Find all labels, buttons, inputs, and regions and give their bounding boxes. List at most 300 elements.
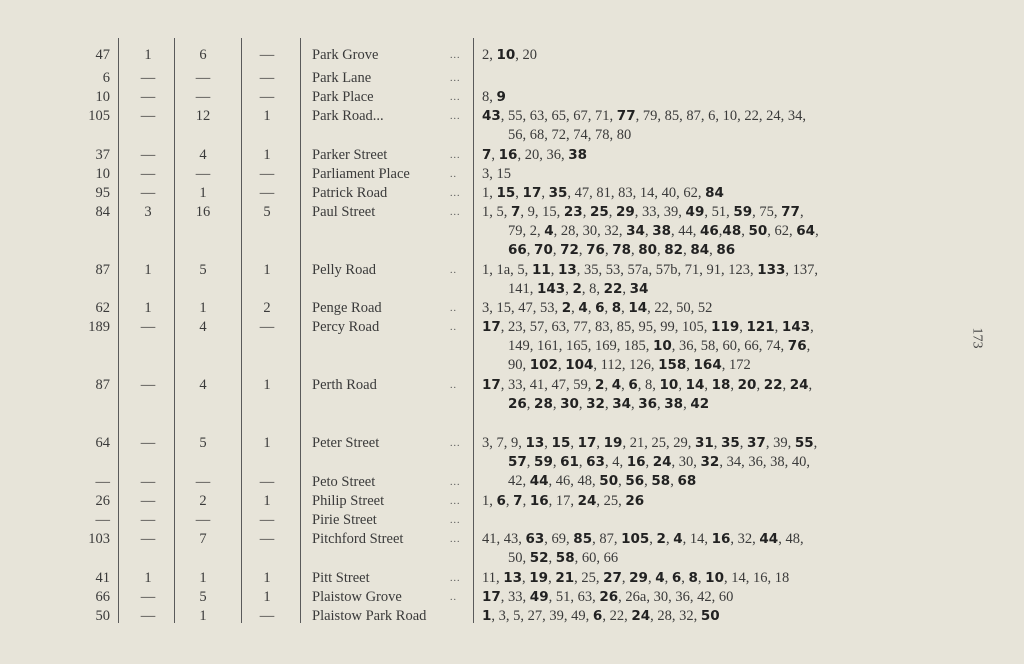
- bold-number: 26: [599, 589, 619, 605]
- street-name: Park Grove: [312, 47, 379, 63]
- count-col-4: —: [259, 70, 275, 86]
- bold-number: 17: [577, 435, 597, 451]
- number-text: 79, 2,: [508, 223, 545, 239]
- count-col-3: 7: [199, 531, 207, 547]
- bold-number: 76: [787, 338, 807, 354]
- number-text: , 22,: [602, 608, 632, 624]
- number-text: , 9, 15,: [520, 204, 564, 220]
- bold-number: 70: [534, 242, 553, 258]
- number-text: ,: [552, 396, 561, 412]
- number-text: , 33, 39,: [634, 204, 686, 220]
- bold-number: 26: [508, 396, 527, 412]
- column-rule-4: [300, 38, 301, 623]
- leader-dots: ...: [450, 477, 461, 488]
- house-numbers: [482, 588, 962, 607]
- house-numbers: [482, 146, 962, 165]
- count-col-2: 3: [144, 204, 152, 220]
- bold-number: 32: [586, 396, 605, 412]
- count-col-4: —: [259, 319, 275, 335]
- count-col-1: 103: [88, 531, 110, 547]
- street-name: Parliament Place: [312, 166, 410, 182]
- bold-number: 143: [537, 281, 566, 297]
- bold-number: 50: [599, 473, 619, 489]
- house-numbers-line: [482, 107, 952, 126]
- leader-dots: ...: [450, 207, 461, 218]
- number-text: 3, 7, 9,: [482, 435, 526, 451]
- count-col-2: —: [140, 589, 156, 605]
- bold-number: 19: [603, 435, 623, 451]
- count-col-1: —: [95, 512, 110, 528]
- count-col-3: 4: [199, 377, 207, 393]
- bold-number: 49: [685, 204, 705, 220]
- bold-number: 77: [616, 108, 636, 124]
- bold-number: 72: [560, 242, 579, 258]
- house-numbers-line: [482, 607, 952, 626]
- house-numbers-line: [482, 88, 952, 107]
- street-name: Philip Street: [312, 493, 385, 509]
- street-name: Parker Street: [312, 147, 388, 163]
- number-text: ,: [571, 300, 579, 316]
- count-col-3: —: [195, 89, 211, 105]
- house-numbers-line: [508, 395, 978, 414]
- bold-number: 8: [688, 570, 698, 586]
- bold-number: 29: [616, 204, 635, 220]
- bold-number: 7: [511, 204, 521, 220]
- number-text: , 20, 36,: [517, 147, 569, 163]
- bold-number: 7: [482, 147, 492, 163]
- number-text: , 112, 126,: [593, 357, 659, 373]
- number-text: , 33, 41, 47, 59,: [500, 377, 596, 393]
- bold-number: 52: [529, 550, 549, 566]
- count-col-1: 64: [95, 435, 110, 451]
- bold-number: 4: [655, 570, 665, 586]
- house-numbers-line: [482, 299, 952, 318]
- bold-number: 85: [573, 531, 593, 547]
- bold-number: 63: [586, 454, 605, 470]
- street-name: Park Place: [312, 89, 374, 105]
- number-text: 3, 15: [482, 166, 511, 182]
- leader-dots: ..: [450, 303, 457, 314]
- bold-number: 31: [694, 435, 714, 451]
- number-text: , 172: [721, 357, 751, 373]
- house-numbers-line: [482, 261, 952, 280]
- number-text: ,: [657, 396, 665, 412]
- count-col-4: —: [259, 608, 275, 624]
- count-col-1: 50: [95, 608, 110, 624]
- house-numbers-line: [482, 511, 952, 530]
- number-text: ,: [704, 377, 712, 393]
- bold-number: 27: [603, 570, 622, 586]
- street-name: Percy Road: [312, 319, 380, 335]
- count-col-3: 6: [199, 47, 207, 63]
- house-numbers: [482, 184, 962, 203]
- count-col-3: 4: [199, 147, 207, 163]
- bold-number: 32: [700, 454, 720, 470]
- count-col-2: —: [140, 185, 156, 201]
- bold-number: 30: [560, 396, 579, 412]
- house-numbers-line: [482, 165, 952, 184]
- bold-number: 78: [612, 242, 631, 258]
- bold-number: 22: [603, 281, 623, 297]
- count-col-2: 1: [144, 570, 152, 586]
- bold-number: 22: [763, 377, 783, 393]
- count-col-3: 5: [199, 262, 207, 278]
- bold-number: 105: [621, 531, 650, 547]
- number-text: , 47, 81, 83, 14, 40, 62,: [567, 185, 706, 201]
- number-text: , 69,: [544, 531, 574, 547]
- number-text: , 30,: [671, 454, 701, 470]
- count-col-4: 1: [263, 493, 271, 509]
- house-numbers: [482, 318, 962, 375]
- number-text: ,: [522, 493, 530, 509]
- count-col-1: 26: [95, 493, 110, 509]
- count-col-1: 37: [95, 147, 110, 163]
- bold-number: 121: [746, 319, 775, 335]
- number-text: ,: [670, 473, 678, 489]
- street-name: Pitt Street: [312, 570, 370, 586]
- number-text: , 3, 5, 27, 39, 49,: [491, 608, 593, 624]
- number-text: ,: [813, 435, 818, 451]
- number-text: , 4,: [604, 454, 627, 470]
- number-text: ,: [515, 185, 523, 201]
- bold-number: 11: [531, 262, 551, 278]
- number-text: ,: [678, 377, 686, 393]
- number-text: 11,: [482, 570, 504, 586]
- number-text: , 36, 58, 60, 66, 74,: [671, 338, 788, 354]
- bold-number: 29: [629, 570, 648, 586]
- bold-number: 86: [716, 242, 736, 258]
- bold-number: 37: [747, 435, 766, 451]
- number-text: 2,: [482, 47, 497, 63]
- number-text: ,: [621, 300, 629, 316]
- count-col-2: —: [140, 512, 156, 528]
- leader-dots: ...: [450, 111, 461, 122]
- number-text: ,: [810, 319, 814, 335]
- bold-number: 35: [548, 185, 568, 201]
- bold-number: 119: [711, 319, 740, 335]
- number-text: , 87,: [592, 531, 622, 547]
- house-numbers-line: [482, 318, 952, 337]
- number-text: , 51, 63,: [548, 589, 600, 605]
- bold-number: 9: [496, 89, 506, 105]
- street-name: Park Lane: [312, 70, 372, 86]
- number-text: , 8,: [581, 281, 604, 297]
- bold-number: 25: [589, 204, 609, 220]
- bold-number: 48: [722, 223, 742, 239]
- number-text: ,: [782, 377, 790, 393]
- count-col-1: 87: [95, 377, 110, 393]
- house-numbers-line: [508, 241, 978, 260]
- bold-number: 158: [658, 357, 687, 373]
- count-col-2: —: [140, 70, 156, 86]
- bold-number: 164: [693, 357, 722, 373]
- bold-number: 2: [561, 300, 572, 316]
- count-col-1: 84: [95, 204, 110, 220]
- number-text: ,: [730, 377, 738, 393]
- bold-number: 2: [572, 281, 582, 297]
- count-col-4: 1: [263, 377, 271, 393]
- bold-number: 7: [513, 493, 523, 509]
- number-text: ,: [697, 570, 706, 586]
- number-text: ,: [739, 319, 747, 335]
- count-col-4: —: [259, 474, 275, 490]
- number-text: ,: [604, 300, 612, 316]
- count-col-2: 1: [144, 300, 152, 316]
- number-text: , 14, 16, 18: [723, 570, 790, 586]
- bold-number: 24: [577, 493, 597, 509]
- bold-number: 10: [659, 377, 679, 393]
- bold-number: 34: [626, 223, 645, 239]
- bold-number: 16: [626, 454, 646, 470]
- number-text: , 39,: [765, 435, 795, 451]
- bold-number: 14: [685, 377, 705, 393]
- leader-dots: ..: [450, 322, 457, 333]
- number-text: ,: [621, 377, 629, 393]
- number-text: , 75,: [752, 204, 782, 220]
- bold-number: 55: [794, 435, 814, 451]
- bold-number: 10: [653, 338, 672, 354]
- count-col-2: —: [140, 435, 156, 451]
- bold-number: 34: [629, 281, 649, 297]
- count-col-4: 1: [263, 435, 271, 451]
- number-text: ,: [608, 204, 616, 220]
- bold-number: 16: [711, 531, 731, 547]
- number-text: ,: [548, 550, 556, 566]
- house-numbers-line: [482, 530, 952, 549]
- street-name: Peter Street: [312, 435, 380, 451]
- bold-number: 49: [529, 589, 549, 605]
- number-text: ,: [578, 454, 587, 470]
- count-col-2: —: [140, 319, 156, 335]
- count-col-2: —: [140, 166, 156, 182]
- count-col-3: 5: [199, 435, 207, 451]
- number-text: 8,: [482, 89, 497, 105]
- number-text: ,: [552, 242, 561, 258]
- bold-number: 23: [563, 204, 583, 220]
- street-name: Pirie Street: [312, 512, 377, 528]
- count-col-3: 4: [199, 319, 207, 335]
- house-numbers: [482, 69, 962, 88]
- number-text: , 34, 36, 38, 40,: [719, 454, 810, 470]
- bold-number: 59: [534, 454, 553, 470]
- count-col-4: —: [259, 47, 275, 63]
- number-text: ,: [541, 185, 549, 201]
- number-text: ,: [739, 435, 748, 451]
- count-col-1: 6: [102, 70, 110, 86]
- count-col-4: —: [259, 512, 275, 528]
- number-text: ,: [622, 281, 630, 297]
- bold-number: 10: [496, 47, 516, 63]
- count-col-2: —: [140, 493, 156, 509]
- number-text: ,: [582, 204, 590, 220]
- bold-number: 8: [611, 300, 622, 316]
- bold-number: 17: [522, 185, 542, 201]
- number-text: ,: [587, 300, 596, 316]
- house-numbers-line: [482, 184, 952, 203]
- count-col-2: 1: [144, 47, 152, 63]
- street-name: Peto Street: [312, 474, 376, 490]
- number-text: ,: [505, 493, 514, 509]
- number-text: , 137,: [785, 262, 819, 278]
- bold-number: 20: [737, 377, 757, 393]
- number-text: ,: [578, 242, 587, 258]
- bold-number: 44: [759, 531, 779, 547]
- leader-dots: ...: [450, 496, 461, 507]
- count-col-2: —: [140, 377, 156, 393]
- count-col-4: —: [259, 89, 275, 105]
- house-numbers: [482, 261, 962, 299]
- house-numbers: [482, 88, 962, 107]
- bold-number: 17: [482, 377, 501, 393]
- number-text: ,: [683, 396, 691, 412]
- number-text: , 46, 48,: [548, 473, 600, 489]
- count-col-2: —: [140, 608, 156, 624]
- number-text: , 14,: [682, 531, 712, 547]
- leader-dots: ...: [450, 73, 461, 84]
- count-col-2: —: [140, 147, 156, 163]
- leader-dots: ...: [450, 515, 461, 526]
- count-col-4: 1: [263, 589, 271, 605]
- count-col-3: 1: [199, 185, 207, 201]
- count-col-3: 1: [199, 570, 207, 586]
- count-col-1: —: [95, 474, 110, 490]
- bold-number: 13: [503, 570, 523, 586]
- number-text: ,: [552, 454, 561, 470]
- house-numbers-line: [482, 203, 952, 222]
- house-numbers-line: [482, 146, 952, 165]
- bold-number: 10: [705, 570, 724, 586]
- number-text: ,: [630, 242, 639, 258]
- bold-number: 6: [595, 300, 605, 316]
- count-col-4: 1: [263, 147, 271, 163]
- bold-number: 13: [557, 262, 577, 278]
- count-col-1: 105: [88, 108, 110, 124]
- leader-dots: ..: [450, 380, 457, 391]
- bold-number: 68: [677, 473, 697, 489]
- count-col-4: 5: [263, 204, 271, 220]
- bold-number: 80: [638, 242, 658, 258]
- house-numbers: [482, 376, 962, 414]
- number-text: ,: [548, 570, 556, 586]
- bold-number: 18: [711, 377, 731, 393]
- bold-number: 16: [529, 493, 549, 509]
- number-text: , 8,: [637, 377, 660, 393]
- count-col-1: 41: [95, 570, 110, 586]
- house-numbers-line: [508, 337, 978, 356]
- count-col-3: —: [195, 512, 211, 528]
- house-numbers: [482, 299, 962, 318]
- number-text: , 48,: [778, 531, 804, 547]
- street-name: Perth Road: [312, 377, 377, 393]
- bold-number: 66: [508, 242, 527, 258]
- bold-number: 59: [733, 204, 753, 220]
- number-text: ,: [815, 223, 819, 239]
- bold-number: 2: [595, 377, 605, 393]
- bold-number: 26: [625, 493, 645, 509]
- count-col-3: —: [195, 166, 211, 182]
- number-text: ,: [604, 396, 613, 412]
- number-text: , 62,: [767, 223, 797, 239]
- number-text: ,: [683, 242, 691, 258]
- bold-number: 19: [529, 570, 549, 586]
- bold-number: 143: [781, 319, 811, 335]
- count-col-2: 1: [144, 262, 152, 278]
- bold-number: 102: [529, 357, 558, 373]
- number-text: 50,: [508, 550, 530, 566]
- number-text: ,: [604, 242, 613, 258]
- house-numbers: [482, 569, 962, 588]
- number-text: , 25,: [574, 570, 604, 586]
- bold-number: 77: [781, 204, 800, 220]
- count-col-4: —: [259, 166, 275, 182]
- house-numbers: [482, 165, 962, 184]
- number-text: ,: [621, 570, 630, 586]
- leader-dots: ...: [450, 534, 461, 545]
- count-col-2: —: [140, 89, 156, 105]
- bold-number: 1: [482, 608, 492, 624]
- number-text: ,: [686, 357, 694, 373]
- number-text: , 51,: [704, 204, 734, 220]
- bold-number: 34: [612, 396, 631, 412]
- house-numbers: [482, 530, 962, 568]
- bold-number: 16: [498, 147, 518, 163]
- leader-dots: ...: [450, 50, 461, 61]
- count-col-3: 1: [199, 608, 207, 624]
- bold-number: 6: [628, 377, 638, 393]
- house-numbers: [482, 203, 962, 260]
- count-col-4: 1: [263, 108, 271, 124]
- number-text: ,: [774, 319, 782, 335]
- bold-number: 4: [673, 531, 683, 547]
- bold-number: 50: [748, 223, 768, 239]
- number-text: ,: [550, 262, 558, 278]
- count-col-1: 66: [95, 589, 110, 605]
- bold-number: 43: [482, 108, 501, 124]
- number-text: ,: [618, 473, 626, 489]
- house-numbers-line: [482, 376, 952, 395]
- leader-dots: ..: [450, 592, 457, 603]
- bold-number: 64: [796, 223, 816, 239]
- number-text: , 22, 50, 52: [647, 300, 713, 316]
- bold-number: 104: [565, 357, 594, 373]
- number-text: , 60, 66: [574, 550, 619, 566]
- leader-dots: ..: [450, 265, 457, 276]
- bold-number: 28: [534, 396, 553, 412]
- leader-dots: ...: [450, 188, 461, 199]
- count-col-2: —: [140, 531, 156, 547]
- number-text: ,: [709, 242, 717, 258]
- bold-number: 84: [690, 242, 710, 258]
- bold-number: 2: [656, 531, 666, 547]
- number-text: ,: [526, 396, 535, 412]
- house-numbers-line: [508, 549, 978, 568]
- count-col-3: —: [195, 70, 211, 86]
- house-numbers-line: [508, 222, 978, 241]
- number-text: ,: [491, 147, 499, 163]
- count-col-1: 10: [95, 89, 110, 105]
- house-numbers: [482, 492, 962, 511]
- bold-number: 84: [705, 185, 724, 201]
- house-numbers-line: [482, 492, 952, 511]
- number-text: 41, 43,: [482, 531, 526, 547]
- count-col-1: 62: [95, 300, 110, 316]
- number-text: ,: [544, 435, 552, 451]
- number-text: 1, 5,: [482, 204, 511, 220]
- bold-number: 50: [700, 608, 720, 624]
- house-numbers: [482, 46, 962, 65]
- number-text: , 28, 32,: [650, 608, 701, 624]
- number-text: ,: [664, 570, 672, 586]
